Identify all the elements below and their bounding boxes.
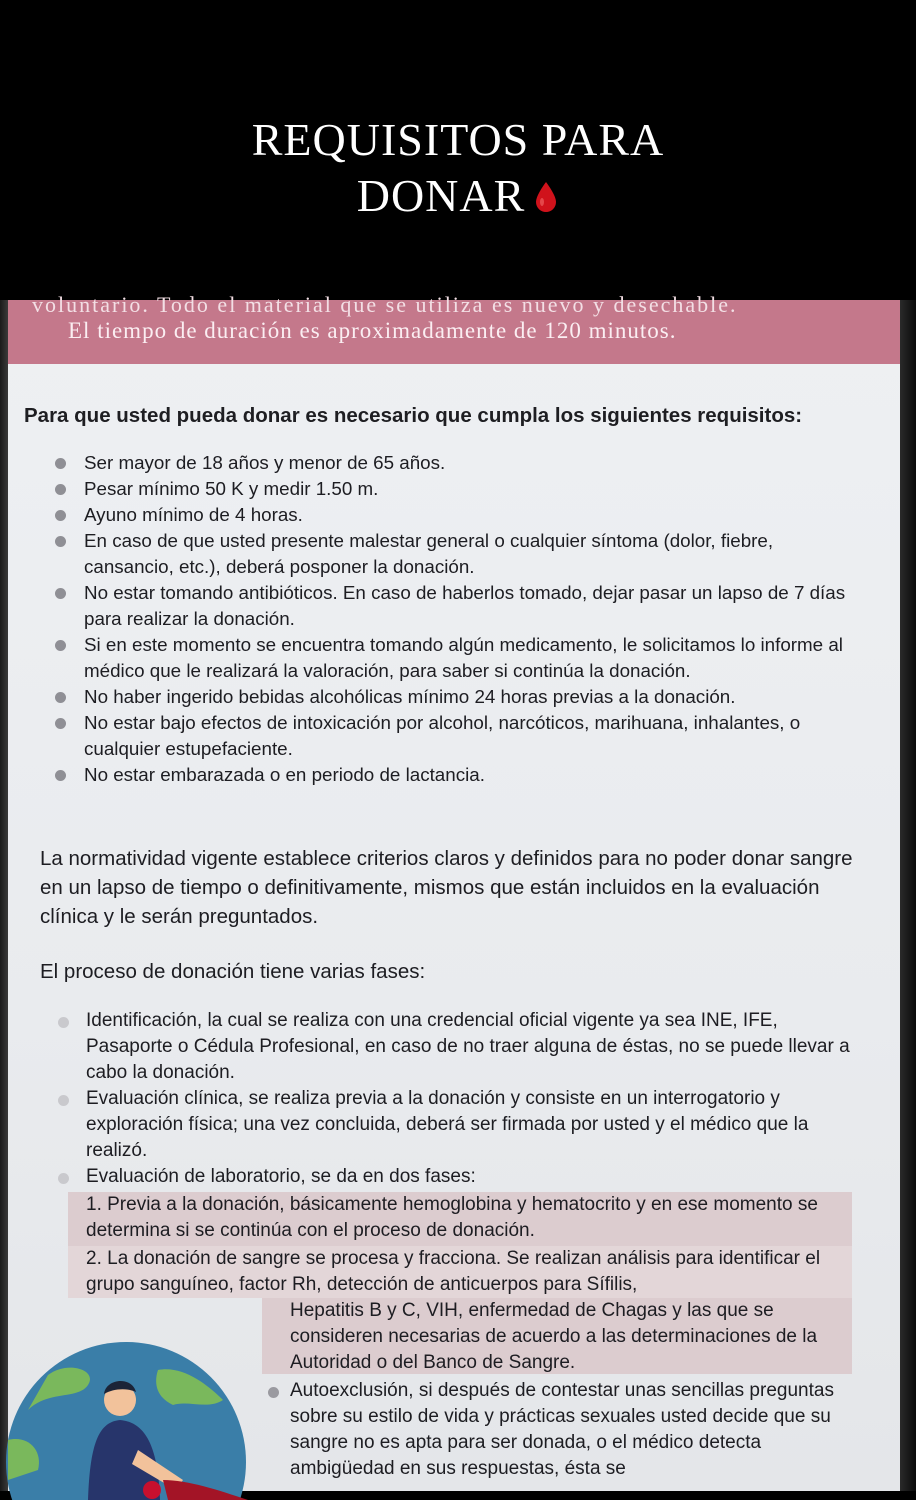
phase-evaluacion-laboratorio: [86, 1164, 866, 1190]
requirement-item: No estar embarazada o en periodo de lactancia.: [8, 762, 868, 788]
phases-title: El proceso de donación tiene varias fases:: [40, 960, 426, 983]
lab-phase-2b: Hepatitis B y C, VIH, enfermedad de Chagas y las que se consideren necesarias de acuerdo a las determinaciones de la Autoridad o del Banco de Sangre.: [290, 1300, 818, 1373]
bullet-icon: [58, 1173, 69, 1184]
requirements-list: [8, 450, 868, 788]
donor-illustration: [8, 1330, 248, 1500]
requirements-intro: Para que usted pueda donar es necesario que cumpla los siguientes requisitos:: [24, 404, 803, 427]
blood-drop-icon: [533, 181, 559, 213]
phase-evaluacion-clinica-text: Evaluación clínica, se realiza previa a la donación y consiste en un interrogatorio y exploración física; una vez concluida, deberá ser firmada por usted y el médico que la realizó.: [86, 1088, 809, 1161]
requirement-item: No estar tomando antibióticos. En caso de haberlos tomado, dejar pasar un lapso de 7 días para realizar la donación.: [8, 580, 868, 632]
normatividad-paragraph: La normatividad vigente establece criterios claros y definidos para no poder donar sangre en un lapso de tiempo o definitivamente, mismos que están incluidos en la evaluación clínica y le serán preguntados.: [40, 847, 853, 928]
story-title: [0, 112, 916, 224]
banner-cut-text: voluntario. Todo el material que se utiliza es nuevo y desechable.: [32, 292, 738, 317]
requirement-item: Si en este momento se encuentra tomando algún medicamento, le solicitamos lo informe al médico que le realizará la valoración, para saber si continúa la donación.: [8, 632, 868, 684]
bullet-icon: [58, 1017, 69, 1028]
title-line-2: [0, 168, 916, 224]
photo-edge-left: [0, 300, 8, 1491]
banner-duration-text: El tiempo de duración es aproximadamente de 120 minutos.: [68, 318, 677, 343]
requirement-item: Pesar mínimo 50 K y medir 1.50 m.: [8, 476, 868, 502]
phase-evaluacion-laboratorio-text: Evaluación de laboratorio, se da en dos fases:: [86, 1166, 476, 1187]
photo-edge-right: [900, 300, 916, 1491]
lab-phase-1: 1. Previa a la donación, básicamente hemoglobina y hematocrito y en ese momento se determina si se continúa con el proceso de donación.: [86, 1194, 818, 1241]
bullet-icon: [58, 1095, 69, 1106]
title-line-2-text: DONAR: [356, 170, 526, 221]
requirement-item: En caso de que usted presente malestar general o cualquier síntoma (dolor, fiebre, cansancio, etc.), deberá posponer la donación.: [8, 528, 868, 580]
phase-identificacion-text: Identificación, la cual se realiza con una credencial oficial vigente ya sea INE, IFE, Pasaporte o Cédula Profesional, en caso de no traer alguna de éstas, no se puede llevar a cabo la donación.: [86, 1010, 850, 1083]
requirement-item: Ser mayor de 18 años y menor de 65 años.: [8, 450, 868, 476]
bullet-icon: [268, 1387, 279, 1398]
lab-phase-2a: 2. La donación de sangre se procesa y fracciona. Se realizan análisis para identificar el grupo sanguíneo, factor Rh, detección de anticuerpos para Sífilis,: [86, 1248, 821, 1295]
requirement-item: No haber ingerido bebidas alcohólicas mínimo 24 horas previas a la donación.: [8, 684, 868, 710]
title-line-1: REQUISITOS PARA: [251, 114, 665, 165]
flyer-photo: [8, 292, 900, 1491]
phase-autoexclusion: Autoexclusión, si después de contestar unas sencillas preguntas sobre su estilo de vida y prácticas sexuales usted decide que su sangre no es apta para ser donada, o el médico detecta ambigüedad en sus respuestas, ésta se: [290, 1380, 834, 1479]
phase-identificacion: [86, 1008, 866, 1086]
pink-banner: [8, 292, 900, 364]
phase-evaluacion-clinica: [86, 1086, 866, 1164]
story-header: [0, 0, 916, 300]
requirement-item: No estar bajo efectos de intoxicación por alcohol, narcóticos, marihuana, inhalantes, o cualquier estupefaciente.: [8, 710, 868, 762]
requirement-item: Ayuno mínimo de 4 horas.: [8, 502, 868, 528]
